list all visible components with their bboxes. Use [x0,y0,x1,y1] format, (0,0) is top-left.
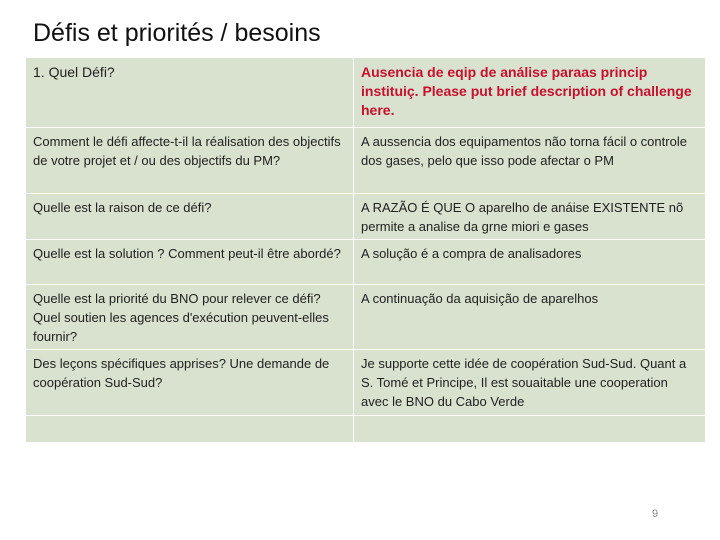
answer-cell: A continuação da aquisição de aparelhos [354,285,706,350]
question-cell: 1. Quel Défi? [26,58,354,128]
answer-cell: Ausencia de eqip de análise paraas princip instituiç. Please put brief description of challenge here. [354,58,706,128]
table-row [26,350,706,416]
question-cell: Des leçons spécifiques apprises? Une demande de coopération Sud-Sud? [26,350,354,416]
slide-title: Défis et priorités / besoins [33,19,321,47]
page-number: 9 [652,508,659,520]
answer-cell: A aussencia dos equipamentos não torna fácil o controle dos gases, pelo que isso pode afectar o PM [354,128,706,194]
table-row [26,128,706,194]
table-row [26,240,706,285]
question-cell [26,416,354,443]
answer-cell: A solução é a compra de analisadores [354,240,706,285]
table-row [26,194,706,240]
question-cell: Comment le défi affecte-t-il la réalisation des objectifs de votre projet et / ou des objectifs du PM? [26,128,354,194]
question-cell: Quelle est la raison de ce défi? [26,194,354,240]
answer-cell [354,416,706,443]
challenges-table [25,57,706,443]
table-row [26,416,706,443]
question-cell: Quelle est la solution ? Comment peut-il être abordé? [26,240,354,285]
answer-cell: Je supporte cette idée de coopération Sud-Sud. Quant a S. Tomé et Principe, Il est souaitable une cooperation avec le BNO du Cabo Verde [354,350,706,416]
table-row [26,285,706,350]
answer-cell: A RAZÃO É QUE O aparelho de anáise EXISTENTE nõ permite a analise da grne miori e gases [354,194,706,240]
question-cell: Quelle est la priorité du BNO pour relever ce défi? Quel soutien les agences d'exécution peuvent-elles fournir? [26,285,354,350]
table-row [26,58,706,128]
